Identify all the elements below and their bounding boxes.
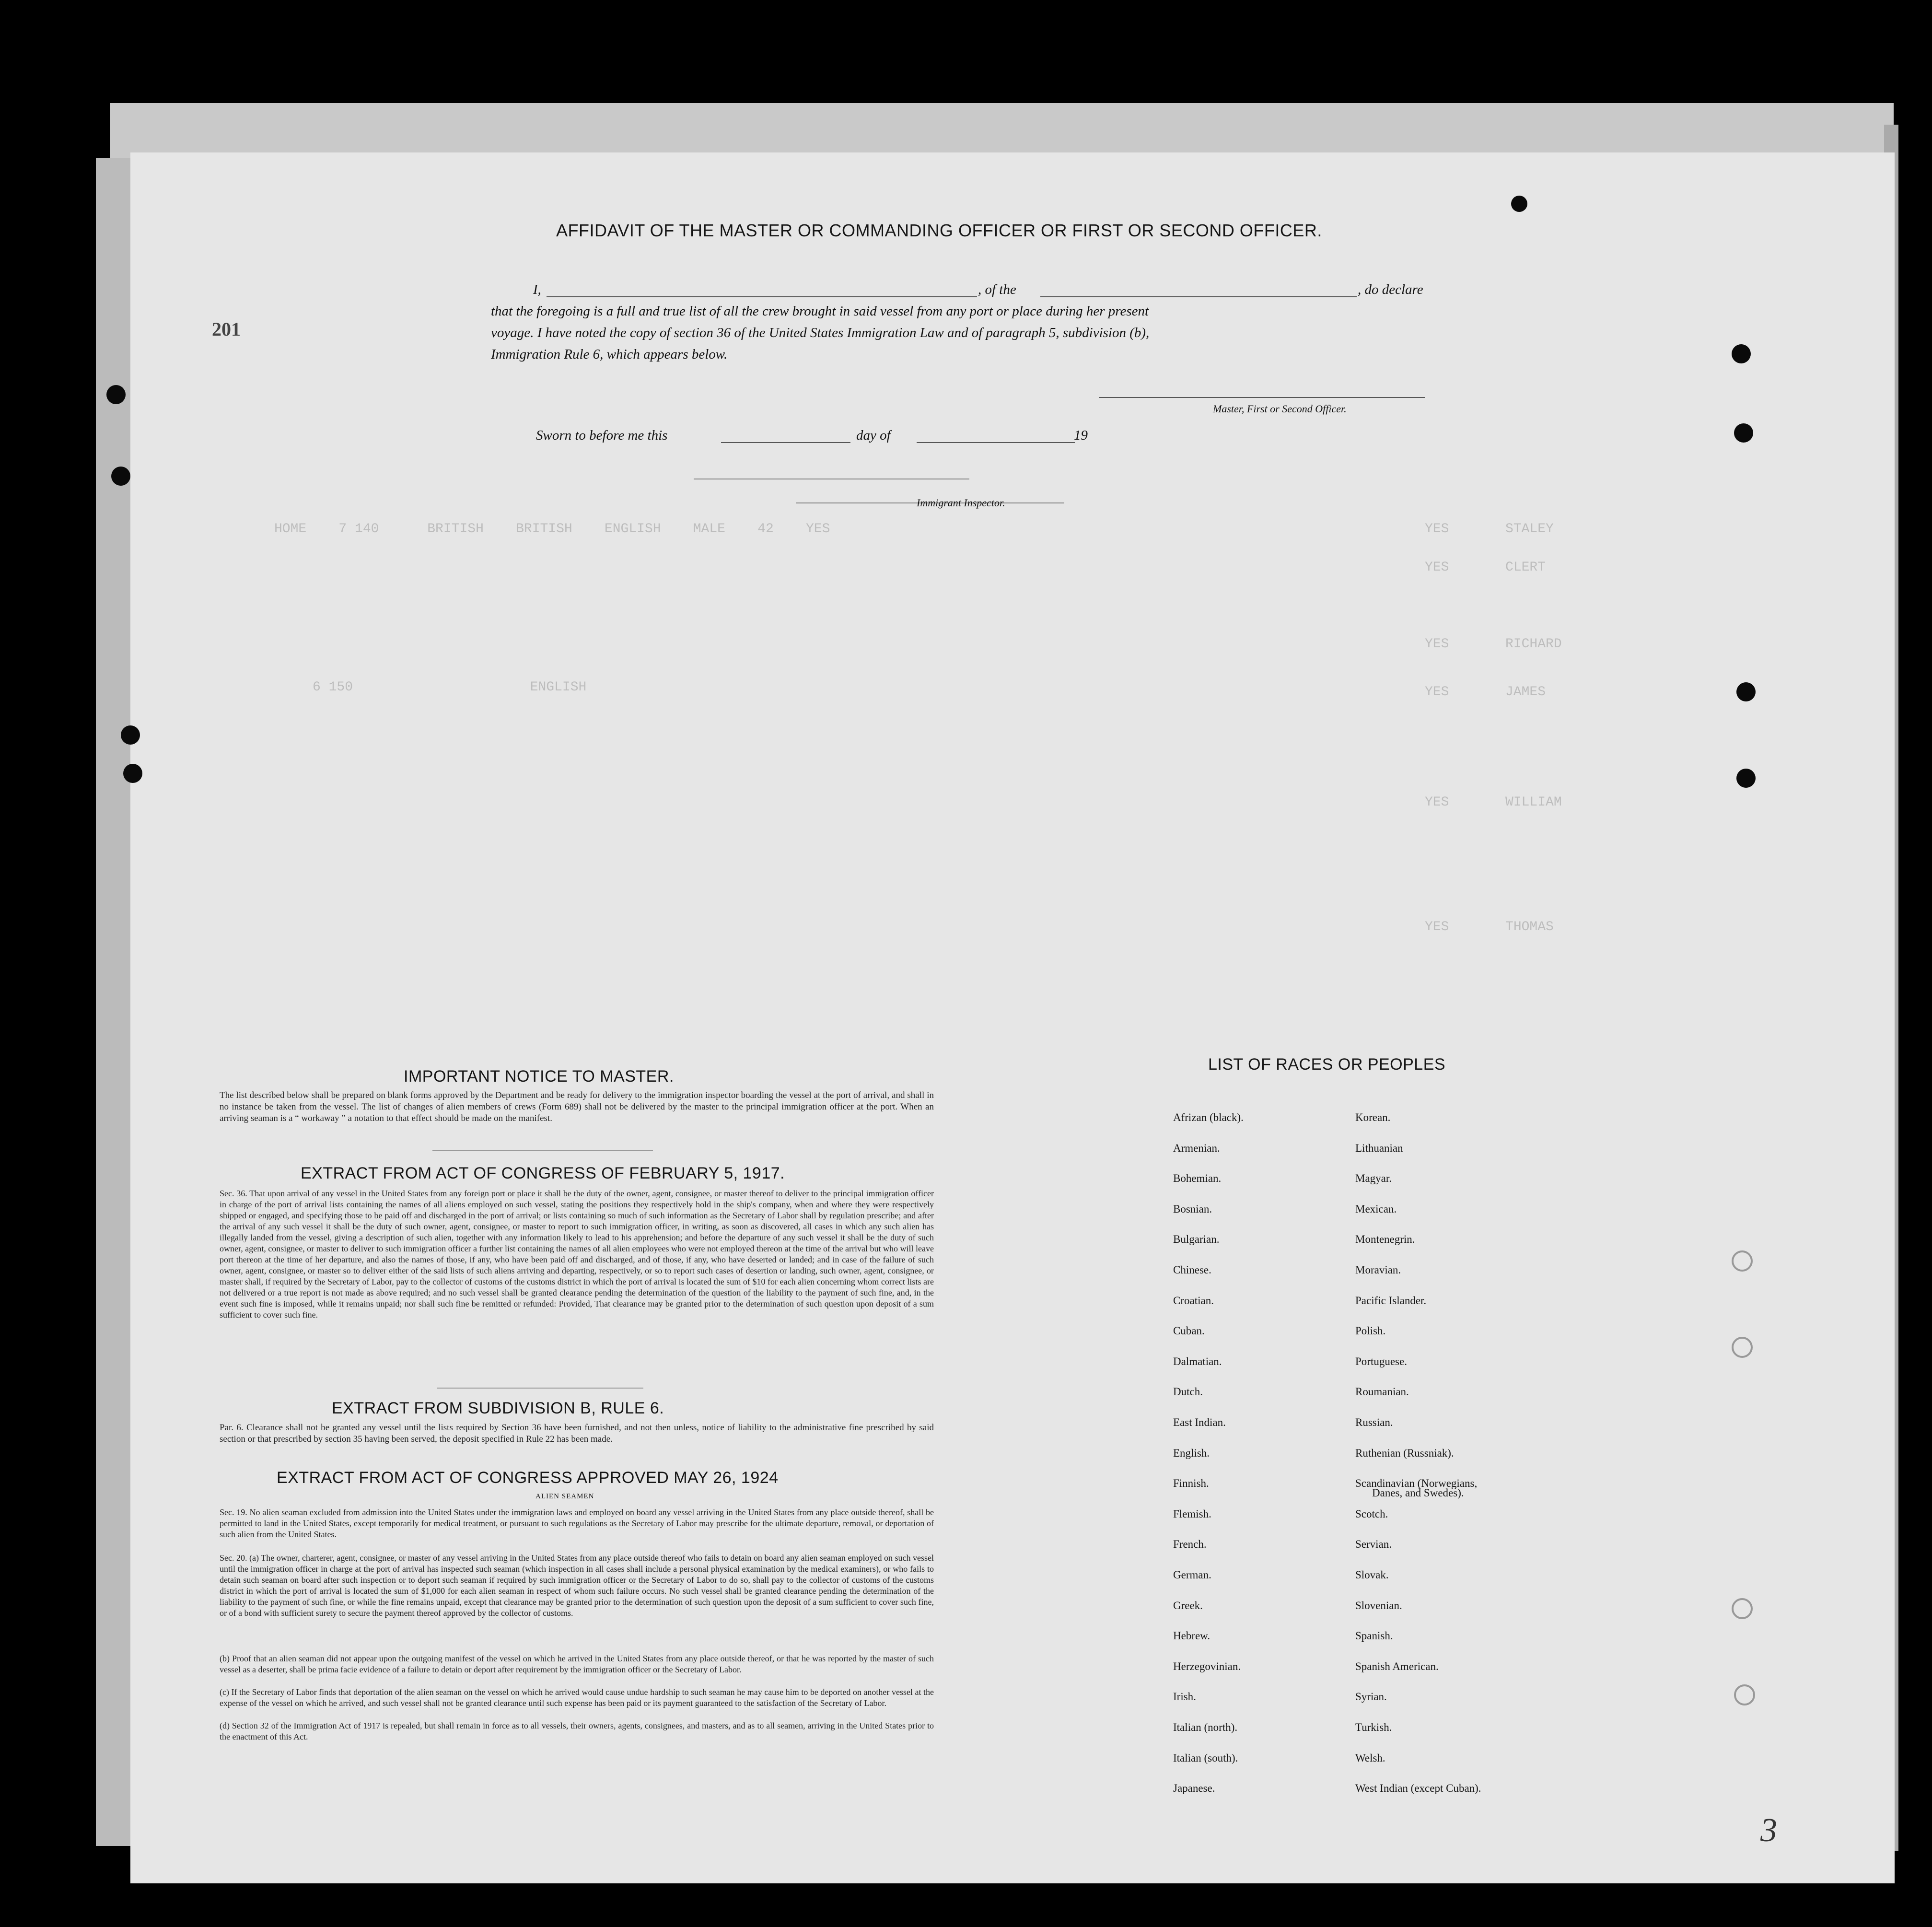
- show-through-text: HOME 7 140 BRITISH BRITISH ENGLISH MALE 42 YES: [274, 522, 830, 537]
- show-through-text: YES WILLIAM: [1425, 795, 1562, 810]
- vessel-name-line: [1040, 296, 1357, 297]
- binder-hole: [111, 467, 130, 486]
- race-item: Croatian.: [1173, 1294, 1214, 1307]
- declarant-name-line: [547, 296, 977, 297]
- binder-hole: [1736, 682, 1756, 701]
- race-item-continuation: Danes, and Swedes).: [1372, 1487, 1464, 1499]
- show-through-text: 6 150 ENGLISH: [313, 680, 587, 695]
- race-item: Cuban.: [1173, 1325, 1205, 1337]
- divider: [432, 1150, 653, 1151]
- race-item: Finnish.: [1173, 1477, 1209, 1490]
- extract-rule6-title: EXTRACT FROM SUBDIVISION B, RULE 6.: [332, 1399, 664, 1417]
- binder-hole: [106, 385, 126, 404]
- year-prefix: 19: [1074, 428, 1088, 443]
- race-item: West Indian (except Cuban).: [1355, 1782, 1481, 1795]
- binder-hole: [123, 764, 142, 783]
- affidavit-title: AFFIDAVIT OF THE MASTER OR COMMANDING OFFICER OR FIRST OR SECOND OFFICER.: [556, 221, 1322, 240]
- race-item: Spanish.: [1355, 1630, 1393, 1642]
- race-item: Servian.: [1355, 1538, 1392, 1551]
- extract-1917-body: Sec. 36. That upon arrival of any vessel in the United States from any foreign port or place it shall be the duty of the owner, agent, consignee, or master thereof to deliver to the principal immigration officer in charge of the port of arrival lists containing the names of all aliens employed on such vessel, stating the positions they respectively hold in the ship's company, when and where they were respectively shipped or engaged, and specifying those to be paid off and discharged in the port of arrival; or lists containing so much of such information as the Secretary of Labor shall by regulation prescribe; and after the arrival of any such vessel it shall be the duty of such owner, agent, consignee, or master to report to such immigration officer, in writing, as soon as discovered, all cases in which any such alien has illegally landed from the vessel, giving a description of such alien, together with any information likely to lead to his apprehension; and before the departure of any such vessel it shall be the duty of such owner, agent, consignee, or master to deliver to such immigration officer a further list containing the names of all alien employees who were not employed thereon at the time of the arrival but who will leave port thereon at the time of her departure, and also the names of those, if any, who have been paid off and discharged, and of those, if any, who have deserted or landed; and in case of the failure of such owner, agent, consignee, or master so to deliver either of the said lists of such aliens arriving and departing, respectively, or so to report such cases of desertion or landing, such owner, agent, consignee, or master shall, if required by the Secretary of Labor, pay to the collector of customs of the customs district in which the port of arrival is located the sum of $10 for each alien concerning whom correct lists are not delivered or a true report is not made as above required; and no such vessel shall be granted clearance pending the determination of the question of the liability to the payment of such fine, and, in the event such fine is imposed, while it remains unpaid; nor shall such fine be remitted or refunded: Provided, That clearance may be granted prior to the determination of such question upon deposit of a sum sufficient to cover such fine.: [220, 1189, 934, 1320]
- race-item: Korean.: [1355, 1111, 1391, 1123]
- of-the-label: , of the: [978, 282, 1016, 297]
- declarant-label: I,: [533, 282, 541, 297]
- race-item: Irish.: [1173, 1691, 1196, 1703]
- binder-hole: [1511, 196, 1527, 212]
- signature-line: [1099, 397, 1425, 398]
- race-item: Japanese.: [1173, 1782, 1215, 1795]
- race-item: Syrian.: [1355, 1691, 1387, 1703]
- race-item: Armenian.: [1173, 1142, 1220, 1154]
- race-item: Scandinavian (Norwegians,: [1355, 1477, 1478, 1490]
- show-through-text: YES RICHARD: [1425, 637, 1562, 652]
- race-item: German.: [1173, 1569, 1211, 1581]
- race-item: Dutch.: [1173, 1386, 1203, 1398]
- race-item: Slovak.: [1355, 1569, 1389, 1581]
- race-item: Magyar.: [1355, 1172, 1392, 1185]
- handwritten-page-mark: 3: [1760, 1812, 1777, 1849]
- race-item: English.: [1173, 1447, 1210, 1459]
- divider: [437, 1388, 643, 1389]
- race-item: Greek.: [1173, 1599, 1203, 1612]
- extract-1924-subtitle: ALIEN SEAMEN: [535, 1493, 594, 1500]
- important-notice-title: IMPORTANT NOTICE TO MASTER.: [404, 1067, 674, 1086]
- binder-hole: [121, 725, 140, 745]
- sworn-day-line: [721, 442, 850, 443]
- margin-number: 201: [212, 318, 241, 340]
- affidavit-page: [130, 152, 1895, 1883]
- affidavit-line-3: Immigration Rule 6, which appears below.: [491, 347, 728, 362]
- extract-1917-title: EXTRACT FROM ACT OF CONGRESS OF FEBRUARY 5, 1917.: [301, 1164, 785, 1182]
- race-item: Flemish.: [1173, 1507, 1211, 1520]
- race-item: French.: [1173, 1538, 1207, 1551]
- sworn-month-line: [917, 442, 1075, 443]
- sworn-label: Sworn to before me this: [536, 428, 668, 443]
- races-title: LIST OF RACES OR PEOPLES: [1208, 1055, 1446, 1074]
- show-through-text: YES CLERT: [1425, 560, 1546, 575]
- race-item: Lithuanian: [1355, 1142, 1403, 1154]
- binder-hole: [1734, 1684, 1755, 1705]
- race-item: Scotch.: [1355, 1507, 1388, 1520]
- do-declare-label: , do declare: [1358, 282, 1423, 297]
- day-of-label: day of: [856, 428, 891, 443]
- race-item: Chinese.: [1173, 1264, 1211, 1276]
- extract-1924-sec20b: (b) Proof that an alien seaman did not appear upon the outgoing manifest of the vessel on which he arrived in the United States from any place outside thereof, or that he was reported by the master of such vessel as a deserter, shall be prima facie evidence of a failure to detain or deport after requirement by the immigration officer or the Secretary of Labor.: [220, 1654, 934, 1674]
- extract-1924-title: EXTRACT FROM ACT OF CONGRESS APPROVED MAY 26, 1924: [277, 1469, 779, 1487]
- inspector-caption: Immigrant Inspector.: [917, 497, 1005, 509]
- extract-rule6-body: Par. 6. Clearance shall not be granted any vessel until the lists required by Section 36 have been furnished, and not then unless, notice of liability to the administrative fine prescribed by said section or that prescribed by section 35 having been served, the deposit specified in Rule 22 has been made.: [220, 1423, 934, 1444]
- race-item: Hebrew.: [1173, 1630, 1210, 1642]
- affidavit-line-1: that the foregoing is a full and true list of all the crew brought in said vessel from any port or place during her present: [491, 304, 1149, 319]
- show-through-text: YES JAMES: [1425, 685, 1546, 700]
- binder-hole: [1736, 769, 1756, 788]
- race-item: Ruthenian (Russniak).: [1355, 1447, 1454, 1459]
- extract-1924-sec20d: (d) Section 32 of the Immigration Act of 1917 is repealed, but shall remain in force as to all vessels, their owners, agents, consignees, and masters, and as to all seamen, arriving in the United States prior to the enactment of this Act.: [220, 1721, 934, 1741]
- race-item: Dalmatian.: [1173, 1355, 1222, 1367]
- race-item: Welsh.: [1355, 1752, 1385, 1764]
- binder-hole: [1732, 1337, 1753, 1358]
- race-item: Russian.: [1355, 1416, 1393, 1428]
- race-item: Polish.: [1355, 1325, 1386, 1337]
- important-notice-body: The list described below shall be prepared on blank forms approved by the Department and be ready for delivery to the immigration inspector boarding the vessel at the port of arrival, and shall in no instance be taken from the vessel. The list of changes of alien members of crews (Form 689) shall not be delivered by the master to the principal immigration officer at the port. When an arriving seaman is a “ workaway ” a notation to that effect should be made on the manifest.: [220, 1090, 934, 1123]
- extract-1924-sec20a: Sec. 20. (a) The owner, charterer, agent, consignee, or master of any vessel arriving in the United States from any place outside thereof who fails to detain on board any alien seaman employed on such vessel until the immigration officer in charge at the port of arrival has inspected such seaman (which inspection in all cases shall include a personal physical examination by the medical examiners), or who fails to detain such seaman on board after such inspection or to deport such seaman if required by such immigration officer or the Secretary of Labor to do so, shall pay to the collector of customs of the customs district in which the port of arrival is located the sum of $1,000 for each alien seaman in respect of whom such failure occurs. No such vessel shall be granted clearance pending the determination of the liability to the payment of such fine, or while the fine remains unpaid, except that clearance may be granted prior to the determination of such question upon the deposit of a sum sufficient to cover such fine, or of a bond with sufficient surety to secure the payment thereof approved by the collector of customs.: [220, 1553, 934, 1618]
- race-item: Portuguese.: [1355, 1355, 1407, 1367]
- race-item: Bohemian.: [1173, 1172, 1222, 1185]
- race-item: Herzegovinian.: [1173, 1660, 1241, 1672]
- race-item: Montenegrin.: [1355, 1233, 1415, 1246]
- race-item: East Indian.: [1173, 1416, 1226, 1428]
- back-sheet-top: [110, 103, 1894, 161]
- affidavit-line-2: voyage. I have noted the copy of section 36 of the United States Immigration Law and of paragraph 5, subdivision (b),: [491, 325, 1150, 340]
- extract-1924-sec20c: (c) If the Secretary of Labor finds that deportation of the alien seaman on the vessel on which he arrived would cause undue hardship to such seaman he may cause him to be deported on another vessel at the expense of the vessel on which he arrived, and such vessel shall not be granted clearance until such expense has been paid or its payment guaranteed to the satisfaction of the Secretary of Labor.: [220, 1687, 934, 1708]
- race-item: Bulgarian.: [1173, 1233, 1220, 1246]
- binder-hole: [1732, 1598, 1753, 1619]
- binder-hole: [1732, 344, 1751, 363]
- race-item: Roumanian.: [1355, 1386, 1409, 1398]
- show-through-text: YES STALEY: [1425, 522, 1554, 537]
- signature-caption: Master, First or Second Officer.: [1213, 403, 1347, 415]
- race-item: Italian (south).: [1173, 1752, 1238, 1764]
- race-item: Moravian.: [1355, 1264, 1401, 1276]
- race-item: Bosnian.: [1173, 1203, 1212, 1215]
- race-item: Spanish American.: [1355, 1660, 1439, 1672]
- binder-hole: [1732, 1250, 1753, 1272]
- binder-hole: [1734, 423, 1753, 443]
- race-item: Pacific Islander.: [1355, 1294, 1427, 1307]
- race-item: Mexican.: [1355, 1203, 1397, 1215]
- race-item: Italian (north).: [1173, 1721, 1238, 1733]
- race-item: Turkish.: [1355, 1721, 1392, 1733]
- show-through-text: YES THOMAS: [1425, 920, 1554, 934]
- race-item: Slovenian.: [1355, 1599, 1402, 1612]
- extract-1924-sec19: Sec. 19. No alien seaman excluded from admission into the United States under the immigration laws and employed on board any vessel arriving in the United States from any place outside thereof, shall be permitted to land in the United States, except temporarily for medical treatment, or pursuant to such regulations as the Secretary of Labor may prescribe for the ultimate departure, removal, or deportation of such alien from the United States.: [220, 1507, 934, 1539]
- race-item: Afrizan (black).: [1173, 1111, 1244, 1123]
